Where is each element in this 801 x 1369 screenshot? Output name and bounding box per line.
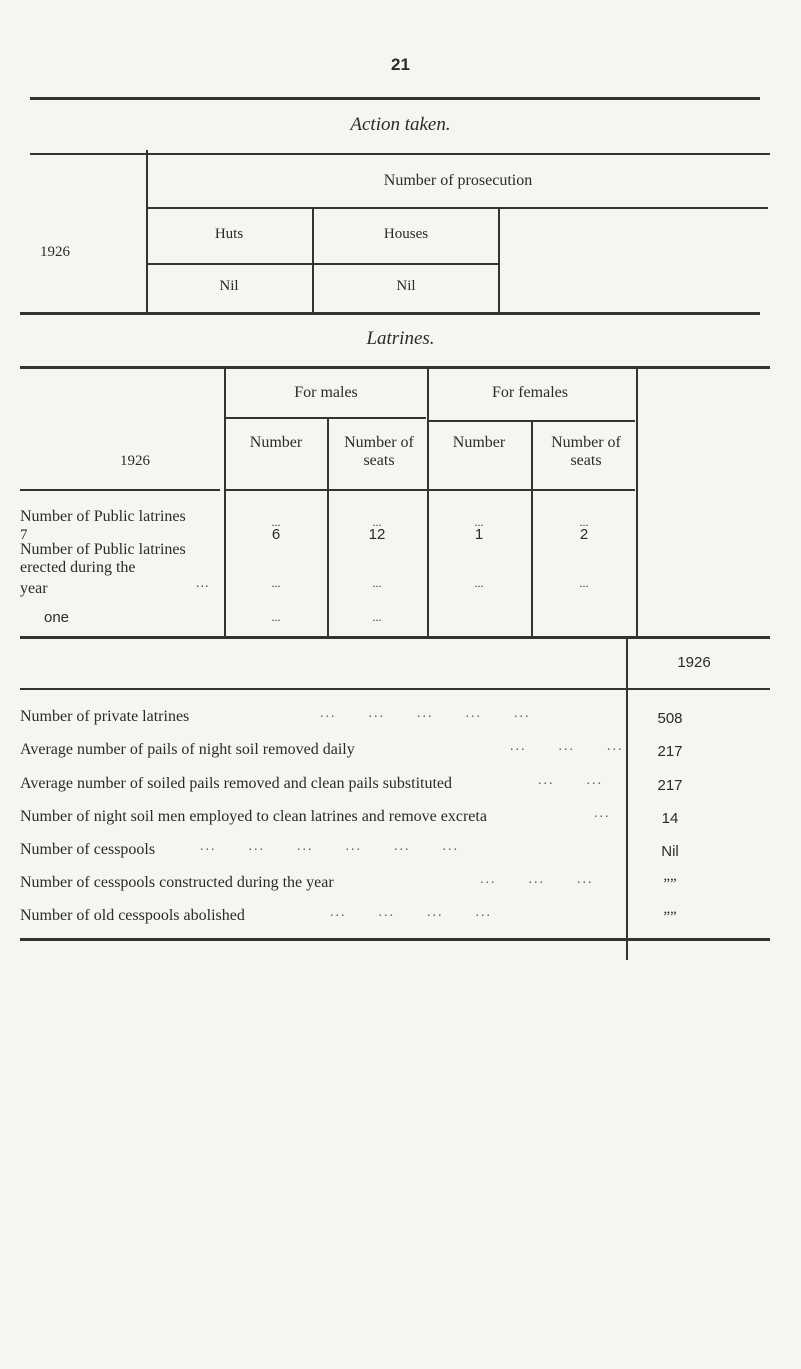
females-seats-value: 2	[579, 526, 589, 543]
summary-row-value: Nil	[661, 843, 679, 860]
latrines-dots-2a: ...	[271, 576, 281, 590]
summary-row-value: 14	[661, 810, 679, 827]
latrines-dots-3a: ...	[271, 610, 281, 624]
row-erected-label-b: erected during the	[20, 559, 136, 576]
latrines-group-males: For males	[294, 384, 358, 401]
section-title-action: Action taken.	[350, 114, 451, 135]
latrines-dots-1c: ...	[474, 515, 484, 529]
row-public-latrines-label: Number of Public latrines	[20, 508, 186, 525]
section-title-latrines: Latrines.	[366, 328, 435, 349]
males-seats-value: 12	[368, 526, 386, 543]
top-rule	[30, 97, 760, 100]
prosecution-col-houses: Houses	[383, 226, 429, 242]
latrines-dots-1d: ...	[579, 515, 589, 529]
latrines-dots-2d: ...	[579, 576, 589, 590]
row-erected-label-c: year	[20, 580, 48, 597]
row-erected-dots: ...	[196, 576, 210, 591]
summary-row-value: 508	[657, 710, 683, 727]
prosecution-year: 1926	[40, 244, 70, 260]
row-public-latrines-sub: 7	[20, 527, 28, 543]
summary-row-leader: ... ... ... ...	[330, 905, 492, 920]
latrines-dots-3b: ...	[372, 610, 382, 624]
summary-row-leader: ... ... ... ... ... ...	[200, 839, 459, 854]
row-erected-label-a: Number of Public latrines	[20, 541, 186, 558]
latrines-dots-2c: ...	[474, 576, 484, 590]
latrines-year: 1926	[120, 453, 150, 469]
summary-row-label: Number of cesspools constructed during the year	[20, 874, 334, 891]
summary-row-value: 217	[657, 777, 683, 794]
col-number-males: Number	[249, 434, 303, 451]
latrines-dots-1b: ...	[372, 515, 382, 529]
summary-row-leader: ... ... ...	[480, 872, 594, 887]
prosecution-houses-value: Nil	[396, 278, 416, 294]
summary-year-header: 1926	[677, 654, 711, 671]
summary-row-leader: ... ...	[538, 773, 603, 788]
summary-row-leader: ...	[594, 806, 611, 821]
summary-row-leader: ... ... ...	[510, 739, 624, 754]
col-seats-females: Number of seats	[551, 434, 621, 469]
page-number: 21	[391, 55, 410, 74]
row-one-label: one	[44, 609, 70, 626]
males-number-value: 6	[271, 526, 281, 543]
prosecution-col-huts: Huts	[214, 226, 244, 242]
latrines-dots-2b: ...	[372, 576, 382, 590]
summary-row-label: Number of old cesspools abolished	[20, 907, 245, 924]
summary-row-value: 217	[657, 743, 683, 760]
latrines-dots-1a: ...	[271, 515, 281, 529]
summary-row-label: Average number of soiled pails removed and clean pails substituted	[20, 775, 453, 792]
females-number-value: 1	[474, 526, 484, 543]
summary-row-label: Number of night soil men employed to clean latrines and remove excreta	[20, 808, 487, 825]
latrines-group-females: For females	[492, 384, 568, 401]
col-number-females: Number	[452, 434, 506, 451]
col-seats-males: Number of seats	[344, 434, 414, 469]
summary-row-leader: ... ... ... ... ...	[320, 706, 531, 721]
summary-row-value: ””	[663, 909, 677, 925]
summary-row-value: ””	[663, 876, 677, 892]
summary-row-label: Number of cesspools	[20, 841, 156, 858]
summary-row-label: Number of private latrines	[20, 708, 190, 725]
summary-row-label: Average number of pails of night soil removed daily	[20, 741, 355, 758]
prosecution-header: Number of prosecution	[383, 172, 533, 189]
prosecution-huts-value: Nil	[219, 278, 239, 294]
